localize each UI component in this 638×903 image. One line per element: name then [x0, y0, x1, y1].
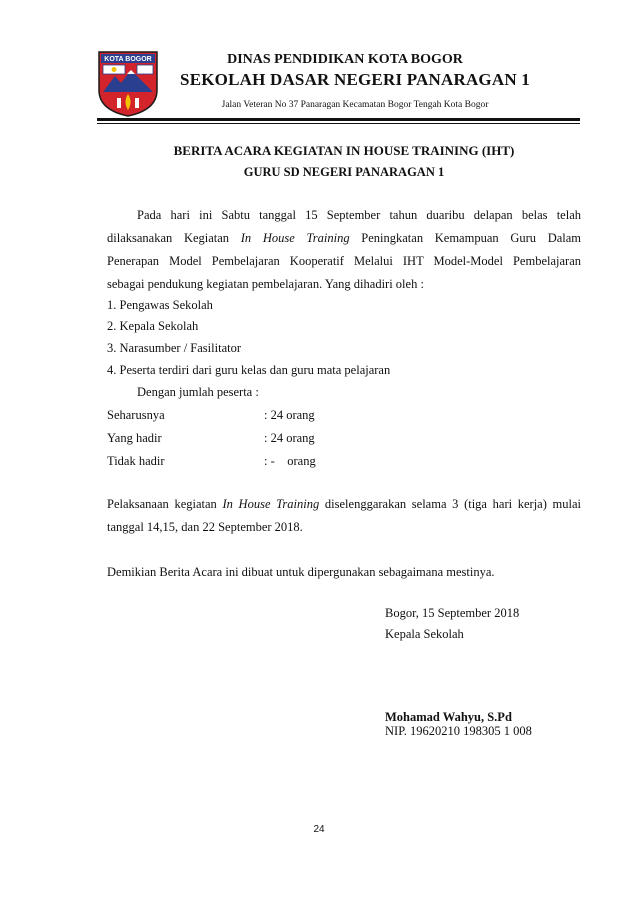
letterhead-rule-thick	[97, 118, 580, 121]
para1-line2-part-a: dilaksanakan Kegiatan	[107, 231, 230, 245]
participant-value: : - orang	[264, 454, 316, 468]
para1-line2-italic: In House Training	[240, 231, 350, 245]
school-address: Jalan Veteran No 37 Panaragan Kecamatan Bogor Tengah Kota Bogor	[221, 100, 489, 110]
signature-nip: NIP. 19620210 198305 1 008	[385, 724, 532, 738]
para1-line2	[107, 231, 581, 246]
document-subtitle: GURU SD NEGERI PANARAGAN 1	[243, 165, 445, 179]
kota-bogor-logo	[97, 50, 159, 118]
participants-intro: Dengan jumlah peserta :	[137, 385, 259, 399]
participant-label: Tidak hadir	[107, 454, 165, 468]
page-number: 24	[313, 824, 325, 835]
participant-label: Yang hadir	[107, 431, 162, 445]
para1-line1: Pada hari ini Sabtu tanggal 15 September tahun duaribu delapan belas telah	[137, 208, 581, 222]
attendee-item: 1. Pengawas Sekolah	[107, 298, 213, 312]
para2-line1-part-a: Pelaksanaan kegiatan	[107, 497, 217, 511]
agency-name: DINAS PENDIDIKAN KOTA BOGOR	[227, 52, 463, 67]
signature-name: Mohamad Wahyu, S.Pd	[385, 710, 512, 724]
svg-text:KOTA BOGOR: KOTA BOGOR	[104, 56, 152, 63]
letterhead-rule-thin	[97, 123, 580, 124]
document-title: BERITA ACARA KEGIATAN IN HOUSE TRAINING (IHT)	[173, 143, 515, 158]
school-name: SEKOLAH DASAR NEGERI PANARAGAN 1	[180, 70, 530, 89]
attendee-item: 4. Peserta terdiri dari guru kelas dan guru mata pelajaran	[107, 363, 391, 377]
closing-statement: Demikian Berita Acara ini dibuat untuk dipergunakan sebagaimana mestinya.	[107, 565, 495, 579]
para1-line2-part-c: Peningkatan Kemampuan Guru Dalam	[361, 231, 582, 245]
para2-line2: tanggal 14,15, dan 22 September 2018.	[107, 520, 303, 534]
signature-position: Kepala Sekolah	[385, 627, 464, 641]
para2-line1-italic: In House Training	[222, 497, 320, 511]
signature-place-date: Bogor, 15 September 2018	[385, 606, 520, 620]
para2-line1-part-c: diselenggarakan selama 3 (tiga hari kerja) mulai	[324, 497, 582, 511]
attendee-item: 2. Kepala Sekolah	[107, 319, 199, 333]
participant-value: : 24 orang	[264, 408, 315, 422]
para1-line3: Penerapan Model Pembelajaran Kooperatif Melalui IHT Model-Model Pembelajaran	[107, 254, 581, 268]
para2-line1	[107, 497, 581, 512]
para1-line4: sebagai pendukung kegiatan pembelajaran. Yang dihadiri oleh :	[107, 277, 424, 291]
participant-label: Seharusnya	[107, 408, 165, 422]
attendee-item: 3. Narasumber / Fasilitator	[107, 341, 241, 355]
participant-value: : 24 orang	[264, 431, 315, 445]
